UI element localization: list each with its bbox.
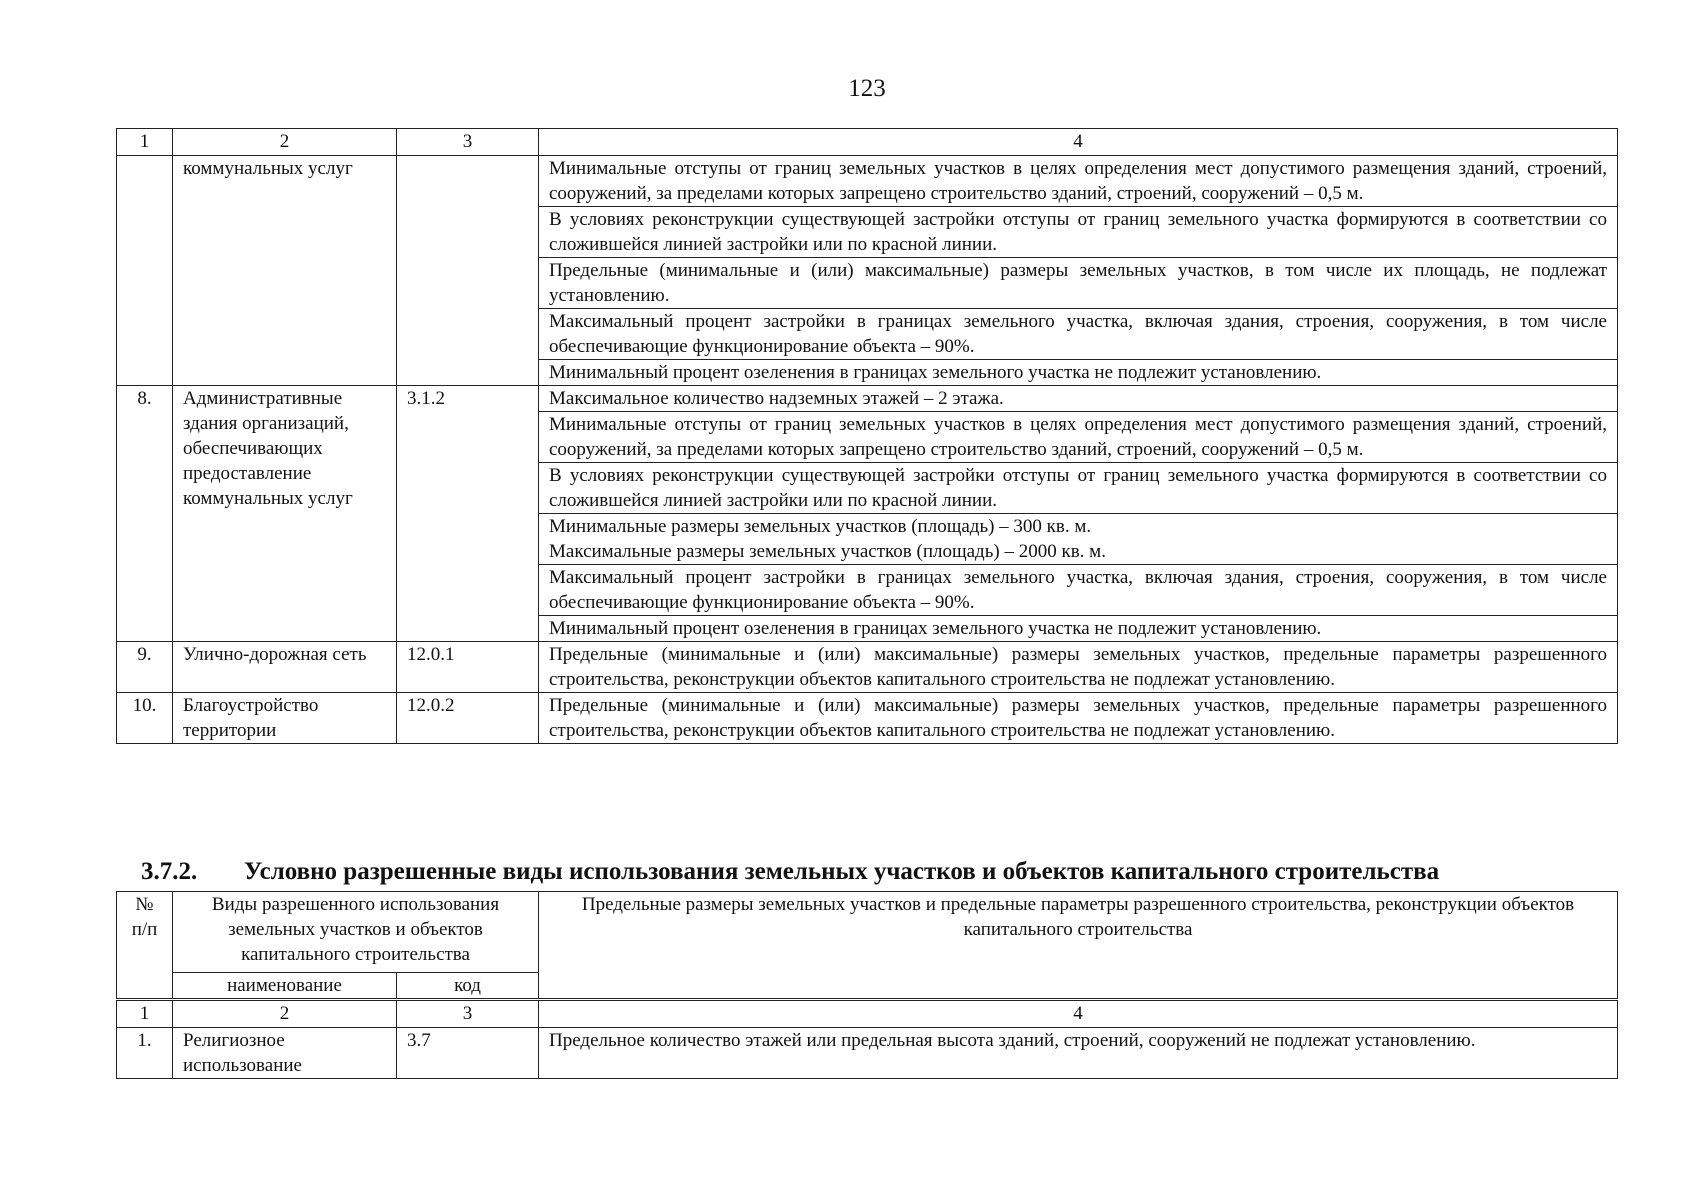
table-row — [117, 693, 1618, 744]
parameter-cell: В условиях реконструкции существующей застройки отступы от границ земельного участка формируются в соответствии со сложившейся линией застройки или по красной линии. — [539, 207, 1618, 258]
row-number: 8. — [117, 386, 173, 642]
use-type-name: коммунальных услуг — [173, 156, 397, 386]
table-row — [117, 642, 1618, 693]
parameter-cell: Минимальные отступы от границ земельных участков в целях определения мест допустимого размещения зданий, строений, сооружений, за пределами которых запрещено строительство зданий, строений, сооружений – 0,5 м. — [539, 412, 1618, 463]
header-name: наименование — [173, 973, 397, 999]
section-title: Условно разрешенные виды использования земельных участков и объектов капитального строительства — [244, 858, 1440, 885]
header-col-4: 4 — [539, 1001, 1618, 1028]
use-type-name: Административные здания организаций, обеспечивающих предоставление коммунальных услуг — [173, 386, 397, 642]
parameter-cell: Предельные (минимальные и (или) максимальные) размеры земельных участков, предельные параметры разрешенного строительства, реконструкции объектов капитального строительства не подлежат установлению. — [539, 642, 1618, 693]
parameter-cell-size — [539, 514, 1618, 565]
header-parameters: Предельные размеры земельных участков и предельные параметры разрешенного строительства, реконструкции объектов капитального строительства — [539, 892, 1618, 999]
parameter-cell: Минимальные отступы от границ земельных участков в целях определения мест допустимого размещения зданий, строений, сооружений, за пределами которых запрещено строительство зданий, строений, сооружений – 0,5 м. — [539, 156, 1618, 207]
header-col-2: 2 — [173, 1001, 397, 1028]
use-type-name: Улично-дорожная сеть — [173, 642, 397, 693]
header-col-3: 3 — [397, 1001, 539, 1028]
header-col-3: 3 — [397, 129, 539, 156]
parameter-cell: Максимальный процент застройки в границах земельного участка, включая здания, строения, сооружения, в том числе обеспечивающие функционирование объекта – 90%. — [539, 565, 1618, 616]
size-max-line: Максимальные размеры земельных участков (площадь) – 2000 кв. м. — [549, 541, 1106, 562]
row-number: 1. — [117, 1028, 173, 1079]
table-row — [117, 1028, 1618, 1079]
use-type-code — [397, 156, 539, 386]
row-number: 10. — [117, 693, 173, 744]
size-min-line: Минимальные размеры земельных участков (площадь) – 300 кв. м. — [549, 516, 1092, 537]
header-col-1: 1 — [117, 129, 173, 156]
zoning-table-main — [116, 128, 1618, 744]
header-col-1: 1 — [117, 1001, 173, 1028]
header-use-types: Виды разрешенного использования земельных участков и объектов капитального строительства — [173, 892, 539, 973]
section-number: 3.7.2. — [141, 858, 198, 885]
conditional-use-table-header — [116, 891, 1618, 999]
table-header-row — [117, 1001, 1618, 1028]
parameter-cell: Предельные (минимальные и (или) максимальные) размеры земельных участков, предельные параметры разрешенного строительства, реконструкции объектов капитального строительства не подлежат установлению. — [539, 693, 1618, 744]
use-type-name: Благоустройство территории — [173, 693, 397, 744]
use-type-code: 12.0.2 — [397, 693, 539, 744]
header-number: № п/п — [117, 892, 173, 999]
section-heading — [141, 856, 1621, 888]
parameter-cell: В условиях реконструкции существующей застройки отступы от границ земельного участка формируются в соответствии со сложившейся линией застройки или по красной линии. — [539, 463, 1618, 514]
use-type-code: 3.1.2 — [397, 386, 539, 642]
use-type-name: Религиозное использование — [173, 1028, 397, 1079]
parameter-cell: Минимальный процент озеленения в границах земельного участка не подлежит установлению. — [539, 616, 1618, 642]
table-row — [117, 156, 1618, 207]
parameter-cell: Минимальный процент озеленения в границах земельного участка не подлежит установлению. — [539, 360, 1618, 386]
table-row — [117, 386, 1618, 412]
row-number — [117, 156, 173, 386]
use-type-code: 3.7 — [397, 1028, 539, 1079]
parameter-cell: Максимальный процент застройки в границах земельного участка, включая здания, строения, сооружения, в том числе обеспечивающие функционирование объекта – 90%. — [539, 309, 1618, 360]
header-col-4: 4 — [539, 129, 1618, 156]
table-header-row — [117, 129, 1618, 156]
conditional-use-table-body — [116, 1000, 1618, 1079]
parameter-cell: Предельные (минимальные и (или) максимальные) размеры земельных участков, в том числе их площадь, не подлежат установлению. — [539, 258, 1618, 309]
table-header-row — [117, 892, 1618, 973]
parameter-cell: Предельное количество этажей или предельная высота зданий, строений, сооружений не подлежат установлению. — [539, 1028, 1618, 1079]
page-number: 123 — [848, 75, 886, 102]
use-type-code: 12.0.1 — [397, 642, 539, 693]
row-number: 9. — [117, 642, 173, 693]
header-code: код — [397, 973, 539, 999]
header-col-2: 2 — [173, 129, 397, 156]
parameter-cell: Максимальное количество надземных этажей – 2 этажа. — [539, 386, 1618, 412]
